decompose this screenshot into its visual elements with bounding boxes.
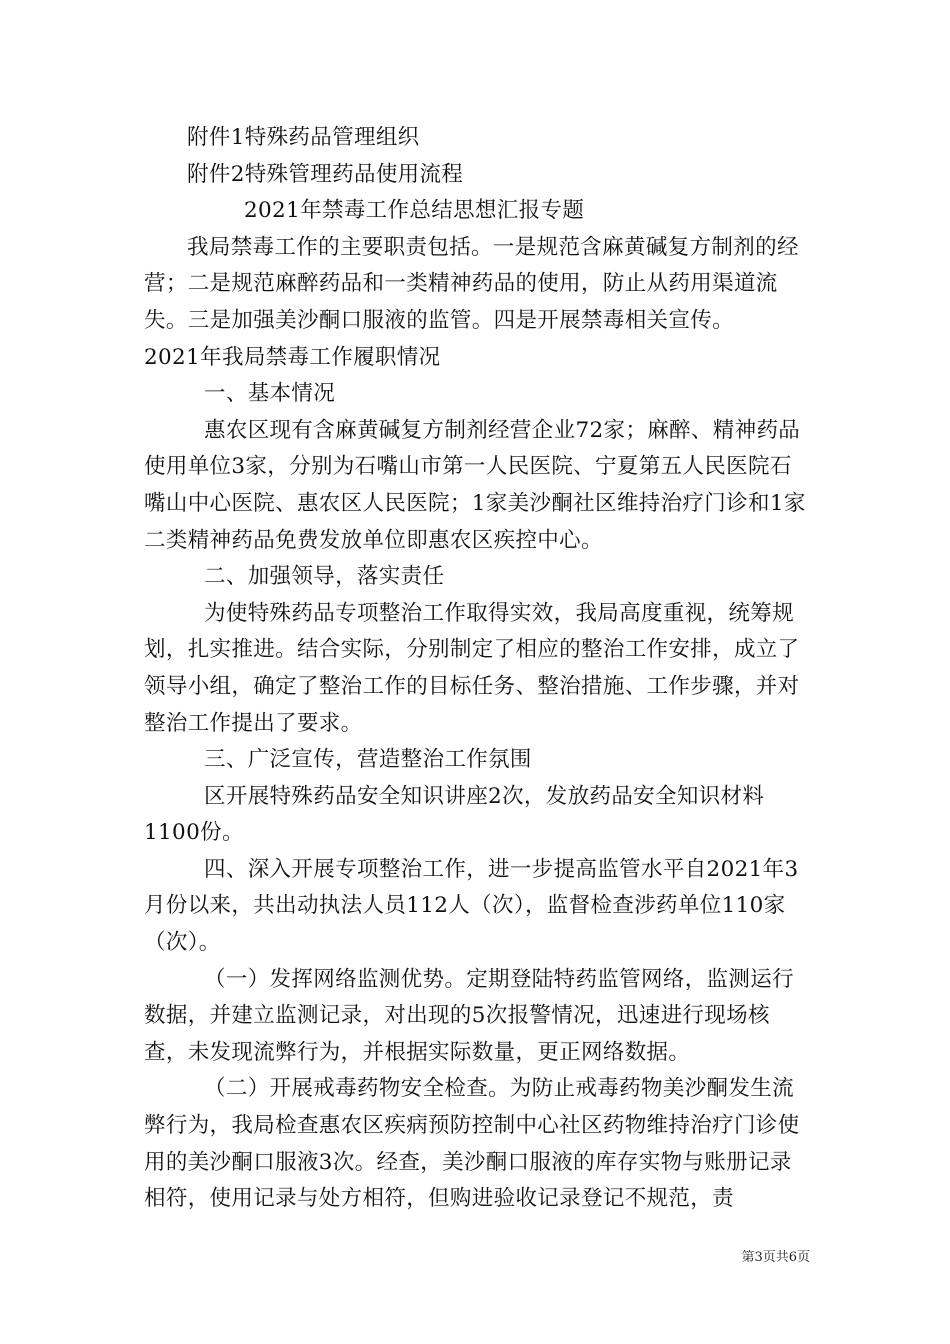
paragraph-leadership: 为使特殊药品专项整治工作取得实效，我局高度重视，统筹规划，扎实推进。结合实际，分别制定了相应的整治工作安排，成立了领导小组，确定了整治工作的目标任务、整治措施、工作步骤，并对整治工作提出了要求。	[144, 600, 800, 736]
page-number: 第3页共6页	[741, 1250, 810, 1265]
paragraph-duties-tail: 2021年我局禁毒工作履职情况	[144, 344, 441, 370]
attachment-2: 附件2特殊管理药品使用流程	[187, 161, 464, 187]
heading-publicity: 三、广泛宣传，营造整治工作氛围	[204, 747, 532, 773]
heading-leadership: 二、加强领导，落实责任	[204, 564, 445, 590]
paragraph-drug-inspection: （二）开展戒毒药物安全检查。为防止戒毒药物美沙酮发生流弊行为，我局检查惠农区疾病预防控制中心社区药物维持治疗门诊使用的美沙酮口服液3次。经查，美沙酮口服液的库存实物与账册记录相符，使用记录与处方相符，但购进验收记录登记不规范，责	[144, 1076, 800, 1212]
paragraph-basic-situation: 惠农区现有含麻黄碱复方制剂经营企业72家；麻醉、精神药品使用单位3家，分别为石嘴山市第一人民医院、宁夏第五人民医院石嘴山中心医院、惠农区人民医院；1家美沙酮社区维持治疗门诊和1家二类精神药品免费发放单位即惠农区疾控中心。	[144, 417, 806, 553]
heading-basic-situation: 一、基本情况	[204, 381, 336, 407]
heading-special-rectification: 四、深入开展专项整治工作，进一步提高监管水平自2021年3月份以来，共出动执法人员112人（次），监督检查涉药单位110家（次）。	[144, 856, 799, 956]
paragraph-publicity: 区开展特殊药品安全知识讲座2次，发放药品安全知识材料1100份。	[144, 783, 765, 846]
attachment-1: 附件1特殊药品管理组织	[187, 125, 420, 150]
document-body	[144, 120, 810, 1218]
document-title: 2021年禁毒工作总结思想汇报专题	[244, 198, 585, 224]
paragraph-network-monitoring: （一）发挥网络监测优势。定期登陆特药监管网络，监测运行数据，并建立监测记录，对出现的5次报警情况，迅速进行现场核查，未发现流弊行为，并根据实际数量，更正网络数据。	[144, 966, 794, 1065]
paragraph-duties: 我局禁毒工作的主要职责包括。一是规范含麻黄碱复方制剂的经营；二是规范麻醉药品和一类精神药品的使用，防止从药用渠道流失。三是加强美沙酮口服液的监管。四是开展禁毒相关宣传。	[144, 234, 799, 333]
